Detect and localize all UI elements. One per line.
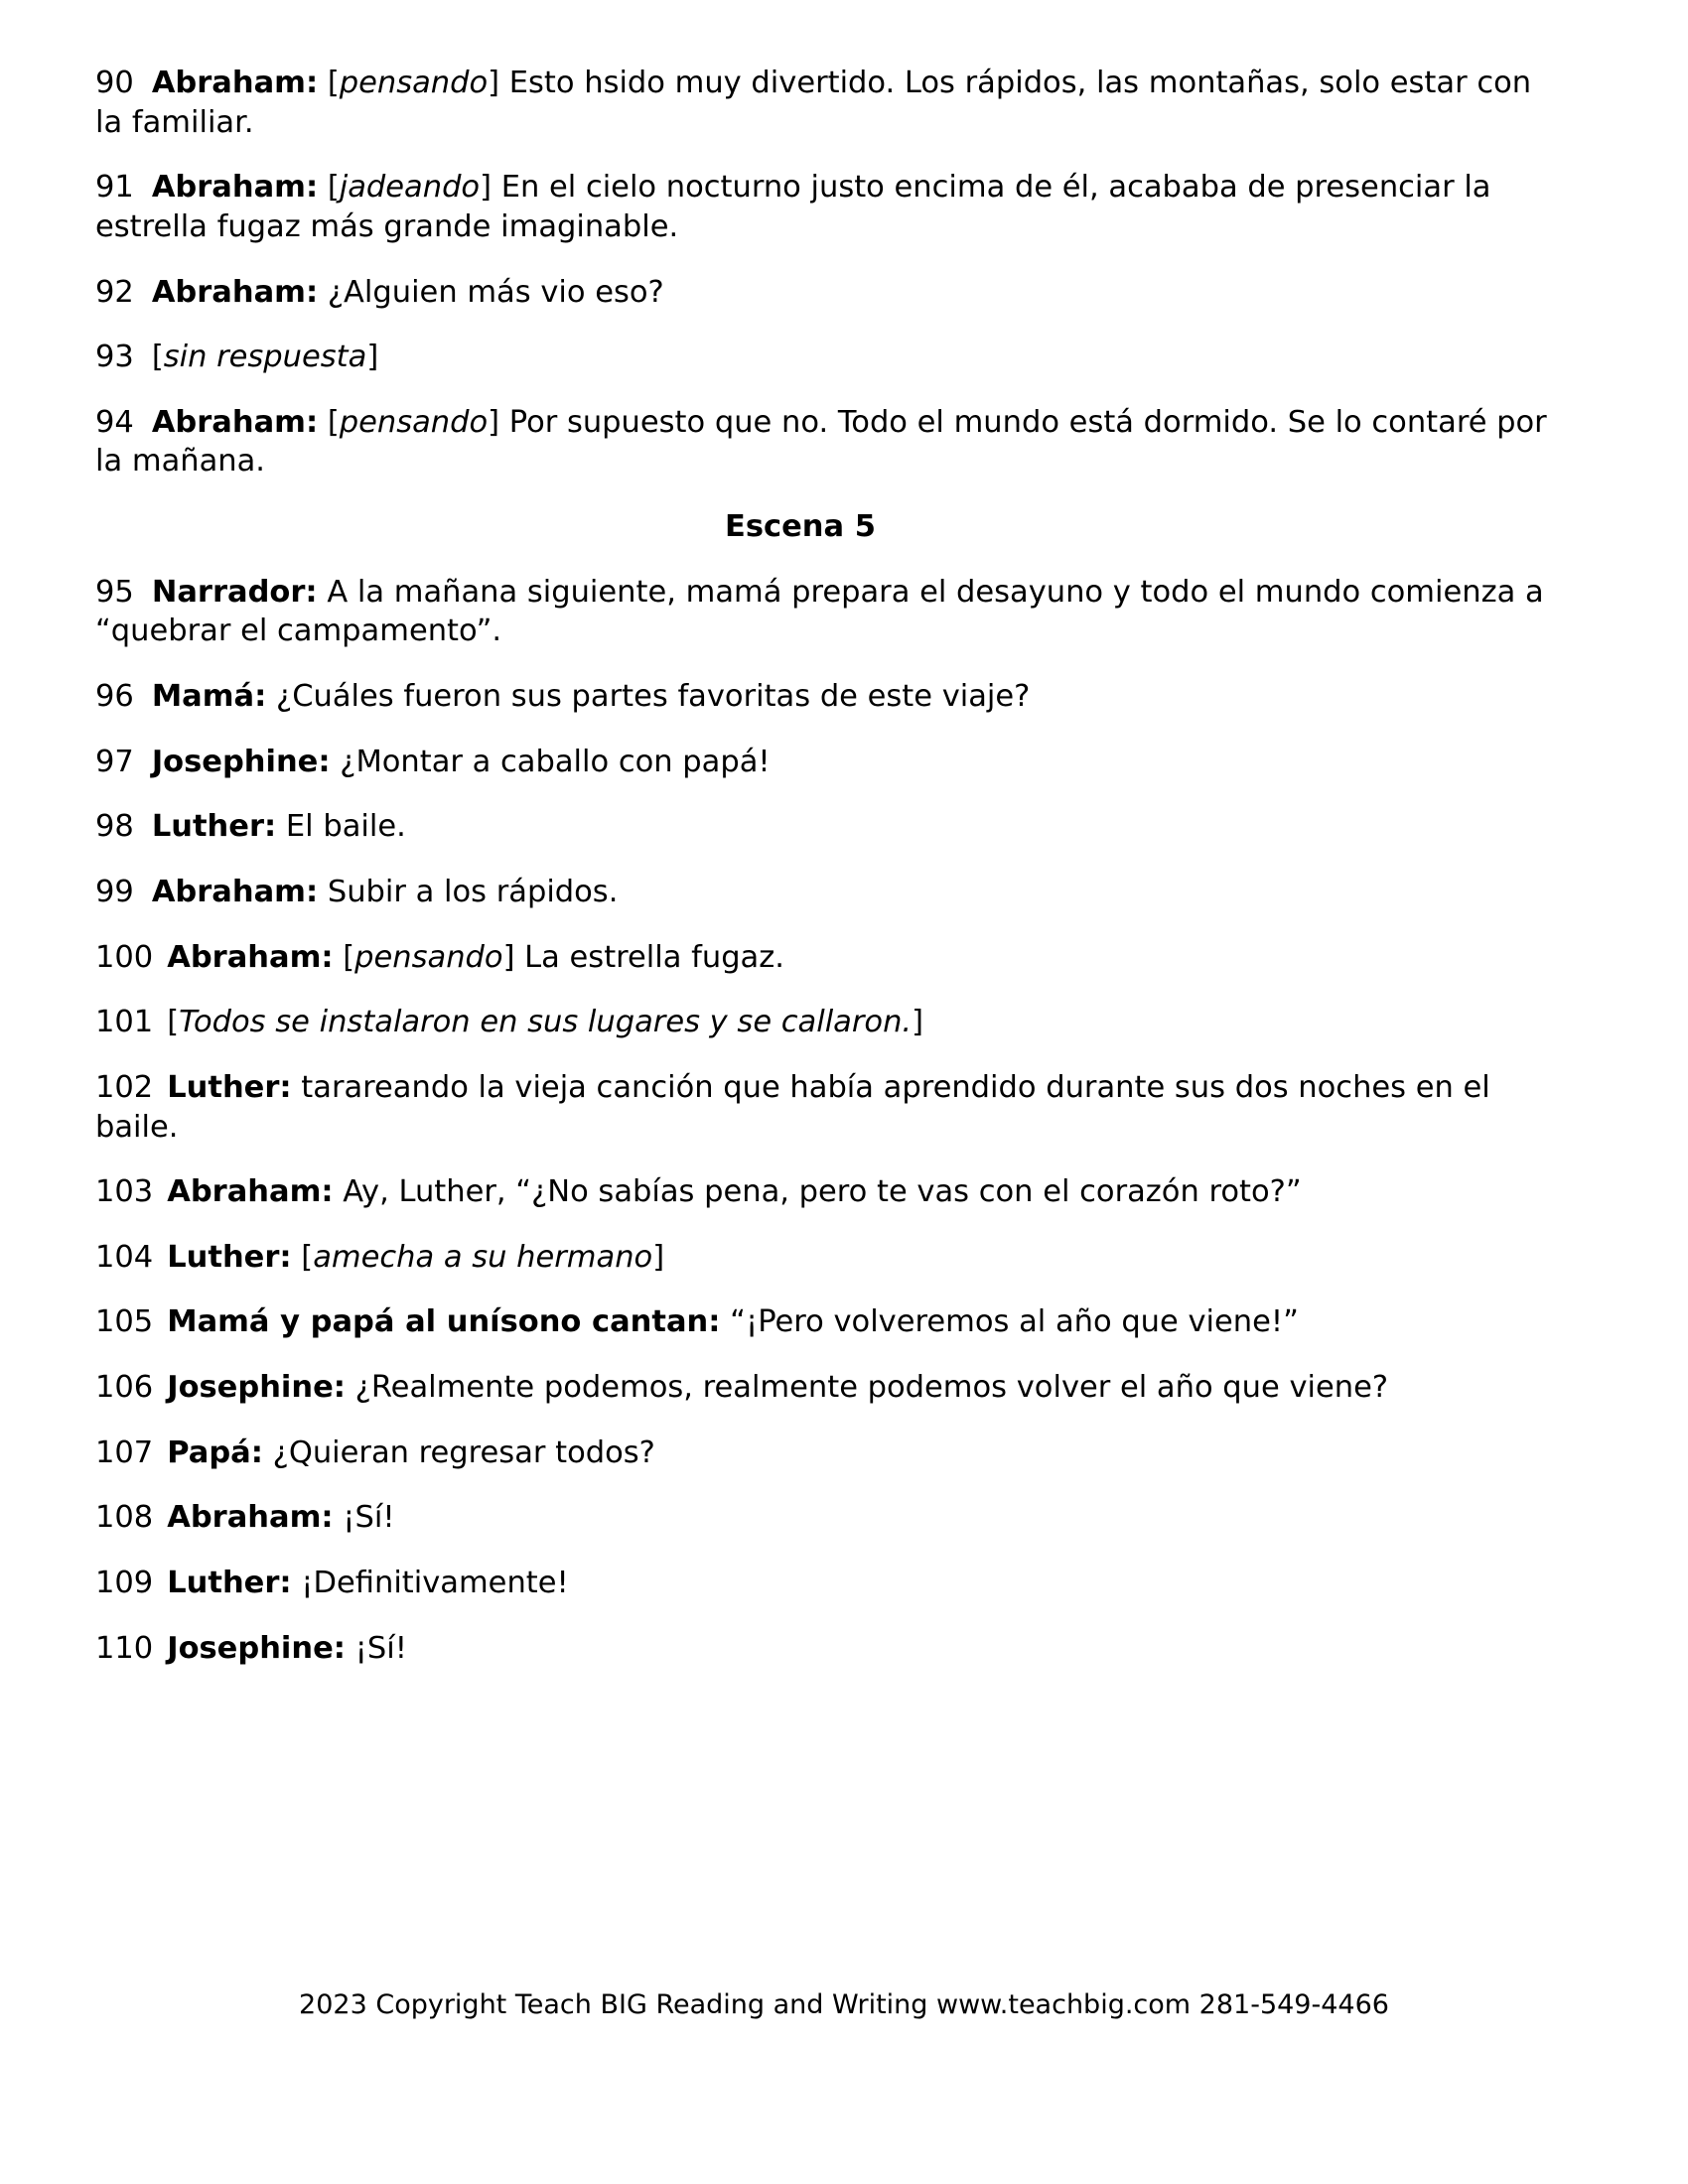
line-number-gap xyxy=(153,1433,167,1473)
line-number-gap xyxy=(134,743,152,782)
line-text: A la mañana siguiente, mamá prepara el desayuno y todo el mundo comienza a “quebrar el campamento”. xyxy=(95,574,1544,649)
line-number: 95 xyxy=(95,574,134,610)
script-line xyxy=(95,1498,1547,1538)
stage-bracket-open: [ xyxy=(327,170,340,205)
script-lines-container xyxy=(95,64,1547,1668)
line-number-gap xyxy=(134,807,152,847)
line-number-gap xyxy=(134,64,152,103)
stage-bracket-open: [ xyxy=(327,66,340,100)
line-text: tarareando la vieja canción que había aprendido durante sus dos noches en el baile. xyxy=(95,1069,1490,1145)
line-number-gap xyxy=(153,1003,167,1042)
line-number: 91 xyxy=(95,170,134,205)
line-number-gap xyxy=(134,677,152,717)
line-text: ¿Realmente podemos, realmente podemos volver el año que viene? xyxy=(354,1370,1389,1406)
stage-bracket-close: ] xyxy=(652,1239,665,1275)
line-text: ¿Quieran regresar todos? xyxy=(272,1434,655,1470)
stage-bracket-close: ] xyxy=(502,939,515,975)
script-line xyxy=(95,338,1547,377)
stage-bracket-open: [ xyxy=(343,939,355,975)
speaker-label: Papá: xyxy=(167,1434,263,1470)
stage-bracket-close: ] xyxy=(366,340,379,375)
script-line xyxy=(95,1068,1547,1147)
stage-bracket-close: ] xyxy=(480,170,492,205)
script-line xyxy=(95,1368,1547,1408)
speaker-label: Abraham: xyxy=(151,404,319,440)
speaker-label: Narrador: xyxy=(151,574,318,610)
line-number: 104 xyxy=(95,1239,154,1275)
stage-bracket-open: [ xyxy=(301,1239,314,1275)
stage-direction: sin respuesta xyxy=(163,340,367,375)
line-number: 107 xyxy=(95,1434,154,1470)
line-number-gap xyxy=(153,1498,167,1538)
line-number-gap xyxy=(134,573,152,613)
stage-direction: Todos se instalaron en sus lugares y se callaron. xyxy=(179,1005,913,1040)
script-line xyxy=(95,1433,1547,1473)
line-text: Subir a los rápidos. xyxy=(327,874,619,909)
line-number-gap xyxy=(134,273,152,313)
script-line xyxy=(95,1564,1547,1603)
line-number: 108 xyxy=(95,1500,154,1536)
speaker-label: Abraham: xyxy=(167,1174,334,1210)
line-text: El baile. xyxy=(285,809,406,845)
script-line xyxy=(95,677,1547,717)
line-number: 90 xyxy=(95,66,134,100)
line-text: ¡Definitivamente! xyxy=(301,1566,569,1601)
script-line xyxy=(95,1629,1547,1669)
stage-bracket-open: [ xyxy=(167,1005,180,1040)
speaker-label: Josephine: xyxy=(167,1370,346,1406)
speaker-label: Luther: xyxy=(167,1239,292,1275)
script-line xyxy=(95,64,1547,142)
speaker-label: Abraham: xyxy=(151,874,319,909)
line-text: ¿Montar a caballo con papá! xyxy=(340,744,771,779)
line-number: 96 xyxy=(95,679,134,715)
script-line xyxy=(95,1003,1547,1042)
speaker-label: Luther: xyxy=(167,1069,292,1105)
line-number-gap xyxy=(153,1238,167,1278)
speaker-label: Abraham: xyxy=(151,66,319,100)
line-number-gap xyxy=(153,1302,167,1342)
line-text: ¡Sí! xyxy=(343,1500,395,1536)
line-number-gap xyxy=(134,873,152,912)
line-number: 105 xyxy=(95,1304,154,1340)
stage-direction: pensando xyxy=(339,404,489,440)
speaker-label: Abraham: xyxy=(167,939,334,975)
line-number: 99 xyxy=(95,874,134,909)
script-line xyxy=(95,273,1547,313)
script-line xyxy=(95,743,1547,782)
line-number-gap xyxy=(134,168,152,207)
stage-bracket-close: ] xyxy=(912,1005,924,1040)
speaker-label: Mamá: xyxy=(151,679,267,715)
line-text: En el cielo nocturno justo encima de él, acababa de presenciar la estrella fugaz más grande imaginable. xyxy=(95,170,1491,244)
speaker-label: Josephine: xyxy=(167,1630,346,1666)
script-line xyxy=(95,168,1547,246)
script-line xyxy=(95,1238,1547,1278)
script-line xyxy=(95,573,1547,651)
line-text: “¡Pero volveremos al año que viene!” xyxy=(730,1304,1299,1340)
stage-bracket-open: [ xyxy=(327,404,340,440)
line-number-gap xyxy=(153,1368,167,1408)
line-number-gap xyxy=(153,1629,167,1669)
script-line xyxy=(95,1302,1547,1342)
line-number: 97 xyxy=(95,744,134,779)
line-number: 106 xyxy=(95,1370,154,1406)
script-line xyxy=(95,807,1547,847)
line-number: 94 xyxy=(95,404,134,440)
speaker-label: Luther: xyxy=(167,1566,292,1601)
line-number-gap xyxy=(153,938,167,978)
line-text: La estrella fugaz. xyxy=(514,939,784,975)
script-line xyxy=(95,873,1547,912)
line-number: 92 xyxy=(95,274,134,310)
stage-bracket-close: ] xyxy=(488,404,500,440)
line-number-gap xyxy=(134,403,152,443)
line-number-gap xyxy=(134,338,152,377)
line-number-gap xyxy=(153,1068,167,1108)
line-text: Esto hsido muy divertido. Los rápidos, las montañas, solo estar con la familiar. xyxy=(95,66,1532,140)
speaker-label: Josephine: xyxy=(151,744,331,779)
scene-heading: Escena 5 xyxy=(725,509,876,545)
stage-direction: pensando xyxy=(339,66,489,100)
speaker-label: Luther: xyxy=(151,809,277,845)
line-text: Ay, Luther, “¿No sabías pena, pero te vas con el corazón roto?” xyxy=(343,1174,1302,1210)
script-line xyxy=(95,1172,1547,1212)
stage-direction: pensando xyxy=(354,939,503,975)
line-text: Por supuesto que no. Todo el mundo está dormido. Se lo contaré por la mañana. xyxy=(95,404,1547,479)
line-number: 98 xyxy=(95,809,134,845)
page-footer: 2023 Copyright Teach BIG Reading and Writing www.teachbig.com 281-549-4466 xyxy=(299,1989,1389,2020)
speaker-label: Mamá y papá al unísono cantan: xyxy=(167,1304,721,1340)
script-line xyxy=(95,938,1547,978)
line-number: 101 xyxy=(95,1005,154,1040)
stage-direction: amecha a su hermano xyxy=(313,1239,653,1275)
speaker-label: Abraham: xyxy=(151,274,319,310)
line-text: ¡Sí! xyxy=(354,1630,407,1666)
line-number: 110 xyxy=(95,1630,154,1666)
line-text: ¿Cuáles fueron sus partes favoritas de este viaje? xyxy=(276,679,1031,715)
line-number: 100 xyxy=(95,939,154,975)
speaker-label: Abraham: xyxy=(167,1500,334,1536)
line-number: 93 xyxy=(95,340,134,375)
script-line xyxy=(95,403,1547,481)
line-text: ¿Alguien más vio eso? xyxy=(327,274,664,310)
stage-bracket-close: ] xyxy=(488,66,500,100)
speaker-label: Abraham: xyxy=(151,170,319,205)
stage-direction: jadeando xyxy=(339,170,481,205)
line-number: 102 xyxy=(95,1069,154,1105)
line-number: 109 xyxy=(95,1566,154,1601)
stage-bracket-open: [ xyxy=(151,340,164,375)
line-number: 103 xyxy=(95,1174,154,1210)
line-number-gap xyxy=(153,1172,167,1212)
line-number-gap xyxy=(153,1564,167,1603)
